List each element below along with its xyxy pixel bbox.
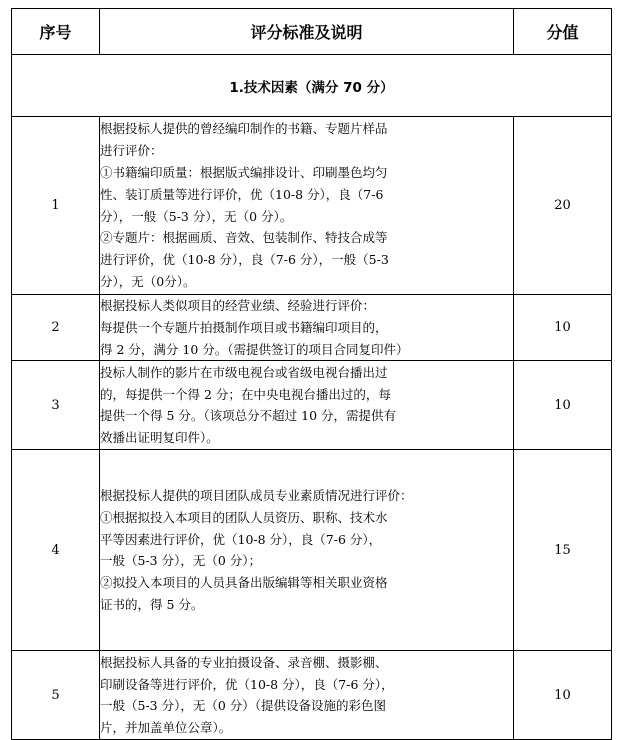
criteria-line: 得 2 分，满分 10 分。（需提供签订的项目合同复印件）: [100, 341, 409, 357]
row-score: 10: [514, 361, 612, 450]
criteria-line: 印刷设备等进行评价，优（10-8 分），良（7-6 分），: [100, 676, 394, 692]
section-title: 1.技术因素（满分 70 分）: [12, 55, 612, 117]
table-row: [12, 651, 612, 740]
criteria-line: 根据投标人类似项目的经营业绩、经验进行评价：: [100, 298, 376, 313]
criteria-line: 性、装订质量等进行评价，优（10-8 分），良（7-6: [100, 186, 384, 202]
criteria-line: 进行评价，优（10-8 分），良（7-6 分），一般（5-3: [100, 252, 389, 268]
row-number: 2: [12, 295, 100, 361]
criteria-line: 根据投标人提供的项目团队成员专业素质情况进行评价：: [100, 488, 413, 503]
row-criteria: [100, 450, 514, 651]
row-score: 15: [514, 450, 612, 651]
criteria-line: 一般（5-3 分），无（0 分）；: [100, 553, 262, 569]
header-row: [12, 9, 612, 55]
row-number: 3: [12, 361, 100, 450]
section-row: [12, 55, 612, 117]
table-row: [12, 361, 612, 450]
criteria-line: 分），一般（5-3 分），无（0 分）。: [100, 208, 293, 224]
criteria-line: 进行评价：: [100, 143, 163, 159]
row-number: 1: [12, 117, 100, 295]
table-row: [12, 450, 612, 651]
row-score: 20: [514, 117, 612, 295]
row-criteria: [100, 117, 514, 295]
criteria-line: ②专题片：根据画质、音效、包装制作、特技合成等: [100, 230, 388, 246]
row-number: 5: [12, 651, 100, 740]
row-score: 10: [514, 295, 612, 361]
row-criteria: [100, 651, 514, 740]
criteria-line: 的，每提供一个得 2 分；在中央电视台播出过的，每: [100, 386, 391, 402]
criteria-line: 根据投标人具备的专业拍摄设备、录音棚、摄影棚、: [100, 654, 388, 670]
criteria-line: 投标人制作的影片在市级电视台或省级电视台播出过: [100, 364, 388, 380]
table-row: [12, 117, 612, 295]
table-row: [12, 295, 612, 361]
scoring-table: [11, 8, 612, 740]
header-serial-number: 序号: [12, 9, 100, 55]
row-criteria: [100, 361, 514, 450]
criteria-line: 效播出证明复印件）。: [100, 430, 219, 446]
header-criteria: 评分标准及说明: [100, 9, 514, 55]
criteria-line: 一般（5-3 分），无（0 分）（提供设备设施的彩色图: [100, 698, 387, 714]
row-criteria: [100, 295, 514, 361]
criteria-line: 提供一个得 5 分。（该项总分不超过 10 分，需提供有: [100, 408, 397, 424]
header-score: 分值: [514, 9, 612, 55]
criteria-line: ②拟投入本项目的人员具备出版编辑等相关职业资格: [100, 575, 388, 591]
criteria-line: ①根据拟投入本项目的团队人员资历、职称、技术水: [100, 509, 388, 525]
criteria-line: 平等因素进行评价，优（10-8 分），良（7-6 分），: [100, 531, 382, 547]
criteria-line: 片，并加盖单位公章）。: [100, 720, 232, 736]
criteria-line: 分），无（0分）。: [100, 273, 196, 289]
row-number: 4: [12, 450, 100, 651]
criteria-line: 根据投标人提供的曾经编印制作的书籍、专题片样品: [100, 121, 388, 137]
row-score: 10: [514, 651, 612, 740]
criteria-line: 每提供一个专题片拍摄制作项目或书籍编印项目的，: [100, 319, 388, 335]
criteria-line: ①书籍编印质量：根据版式编排设计、印刷墨色均匀: [100, 164, 388, 180]
criteria-line: 证书的，得 5 分。: [100, 596, 204, 612]
